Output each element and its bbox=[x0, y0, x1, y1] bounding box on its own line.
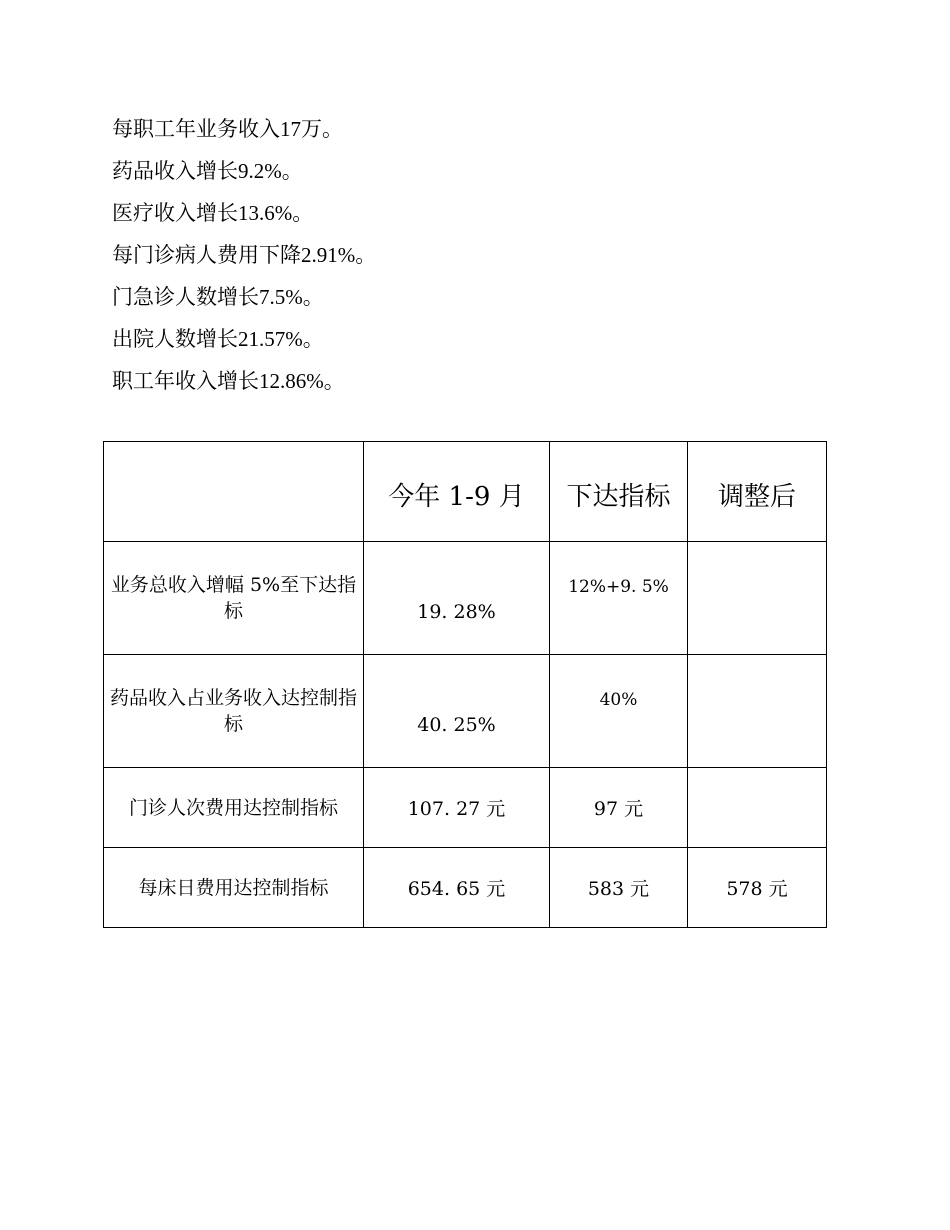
row-adjusted-value bbox=[688, 542, 827, 655]
row-adjusted-value: 578 元 bbox=[688, 848, 827, 928]
table-header-row bbox=[104, 442, 827, 542]
row-target-value: 12%+9. 5% bbox=[550, 542, 688, 655]
row-adjusted-value bbox=[688, 768, 827, 848]
row-current-value: 19. 28% bbox=[364, 542, 550, 655]
row-label: 业务总收入增幅 5%至下达指标 bbox=[104, 542, 364, 655]
paragraph-line: 出院人数增长21.57%。 bbox=[112, 327, 324, 351]
row-target-value: 97 元 bbox=[550, 768, 688, 848]
header-cell-current: 今年 1-9 月 bbox=[364, 442, 550, 542]
row-label: 门诊人次费用达控制指标 bbox=[104, 768, 364, 848]
row-label: 每床日费用达控制指标 bbox=[104, 848, 364, 928]
paragraph-line: 门急诊人数增长7.5%。 bbox=[112, 285, 324, 309]
paragraph-line: 每职工年业务收入17万。 bbox=[112, 117, 343, 141]
table-row bbox=[104, 768, 827, 848]
row-target-value: 40% bbox=[550, 655, 688, 768]
table-row bbox=[104, 542, 827, 655]
row-current-value: 40. 25% bbox=[364, 655, 550, 768]
row-current-value: 107. 27 元 bbox=[364, 768, 550, 848]
paragraph-line: 医疗收入增长13.6%。 bbox=[112, 201, 314, 225]
row-current-value: 654. 65 元 bbox=[364, 848, 550, 928]
row-label: 药品收入占业务收入达控制指标 bbox=[104, 655, 364, 768]
row-target-value: 583 元 bbox=[550, 848, 688, 928]
header-cell-empty bbox=[104, 442, 364, 542]
paragraph-line: 职工年收入增长12.86%。 bbox=[112, 369, 345, 393]
paragraph-line: 药品收入增长9.2%。 bbox=[112, 159, 303, 183]
summary-paragraphs bbox=[112, 108, 376, 402]
table-row bbox=[104, 655, 827, 768]
header-cell-adjusted: 调整后 bbox=[688, 442, 827, 542]
paragraph-line: 每门诊病人费用下降2.91%。 bbox=[112, 243, 377, 267]
row-adjusted-value bbox=[688, 655, 827, 768]
header-cell-target: 下达指标 bbox=[550, 442, 688, 542]
metrics-table bbox=[103, 441, 827, 928]
table-row bbox=[104, 848, 827, 928]
